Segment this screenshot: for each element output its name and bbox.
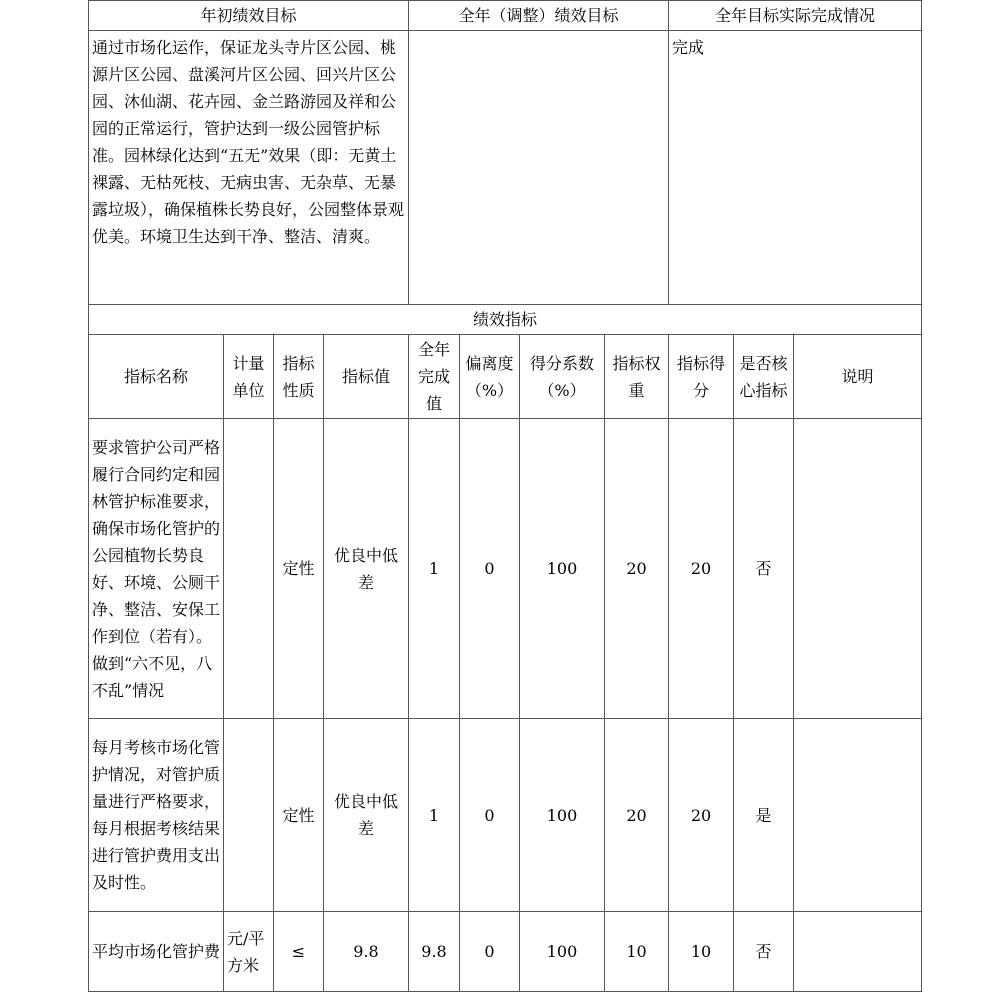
initial-goal-text: 通过市场化运作，保证龙头寺片区公园、桃源片区公园、盘溪河片区公园、回兴片区公园、沐仙湖、花卉园、金兰路游园及祥和公园的正常运行，管护达到一级公园管护标准。园林绿化达到“五无”效果（即：无黄土裸露、无枯死枝、无病虫害、无杂草、无暴露垃圾），确保植株长势良好，公园整体景观优美。环境卫生达到干净、整洁、清爽。 (89, 31, 409, 305)
goals-table (88, 0, 922, 305)
cell: 9.8 (324, 912, 409, 992)
cell: 每月考核市场化管护情况，对管护质量进行严格要求，每月根据考核结果进行管护费用支出及时性。 (89, 719, 224, 912)
cell: 0 (460, 419, 520, 719)
indicators-title: 绩效指标 (89, 305, 922, 335)
cell: 10 (669, 912, 734, 992)
table-row (89, 719, 922, 912)
cell: 是 (734, 719, 794, 912)
col-header: 说明 (794, 335, 922, 419)
col-header: 指标得分 (669, 335, 734, 419)
cell: 否 (734, 419, 794, 719)
cell: 1 (409, 419, 460, 719)
table-row (89, 419, 922, 719)
cell: 20 (605, 419, 669, 719)
cell (794, 912, 922, 992)
col-header: 全年完成值 (409, 335, 460, 419)
header-initial-goal: 年初绩效目标 (89, 1, 409, 31)
cell: 100 (520, 419, 605, 719)
cell (224, 719, 274, 912)
col-header: 偏离度（%） (460, 335, 520, 419)
cell: ≤ (274, 912, 324, 992)
col-header: 指标性质 (274, 335, 324, 419)
cell: 要求管护公司严格履行合同约定和园林管护标准要求，确保市场化管护的公园植物长势良好、环境、公厕干净、整洁、安保工作到位（若有）。做到“六不见，八不乱”情况 (89, 419, 224, 719)
cell: 定性 (274, 419, 324, 719)
cell: 否 (734, 912, 794, 992)
col-header: 指标名称 (89, 335, 224, 419)
cell: 10 (605, 912, 669, 992)
indicators-header-row (89, 335, 922, 419)
table-row (89, 912, 922, 992)
cell: 平均市场化管护费 (89, 912, 224, 992)
cell: 9.8 (409, 912, 460, 992)
cell: 元/平方米 (224, 912, 274, 992)
cell: 0 (460, 912, 520, 992)
cell: 20 (669, 719, 734, 912)
cell (224, 419, 274, 719)
indicators-table (88, 304, 922, 992)
cell: 1 (409, 719, 460, 912)
cell: 0 (460, 719, 520, 912)
col-header: 计量单位 (224, 335, 274, 419)
adjusted-goal-text (409, 31, 669, 305)
cell: 20 (605, 719, 669, 912)
cell: 定性 (274, 719, 324, 912)
col-header: 指标权重 (605, 335, 669, 419)
cell: 优良中低差 (324, 419, 409, 719)
col-header: 指标值 (324, 335, 409, 419)
cell: 100 (520, 912, 605, 992)
cell: 100 (520, 719, 605, 912)
cell (794, 419, 922, 719)
col-header: 是否核心指标 (734, 335, 794, 419)
cell (794, 719, 922, 912)
header-actual-completion: 全年目标实际完成情况 (669, 1, 922, 31)
cell: 20 (669, 419, 734, 719)
col-header: 得分系数（%） (520, 335, 605, 419)
actual-completion-text: 完成 (669, 31, 922, 305)
cell: 优良中低差 (324, 719, 409, 912)
header-adjusted-goal: 全年（调整）绩效目标 (409, 1, 669, 31)
